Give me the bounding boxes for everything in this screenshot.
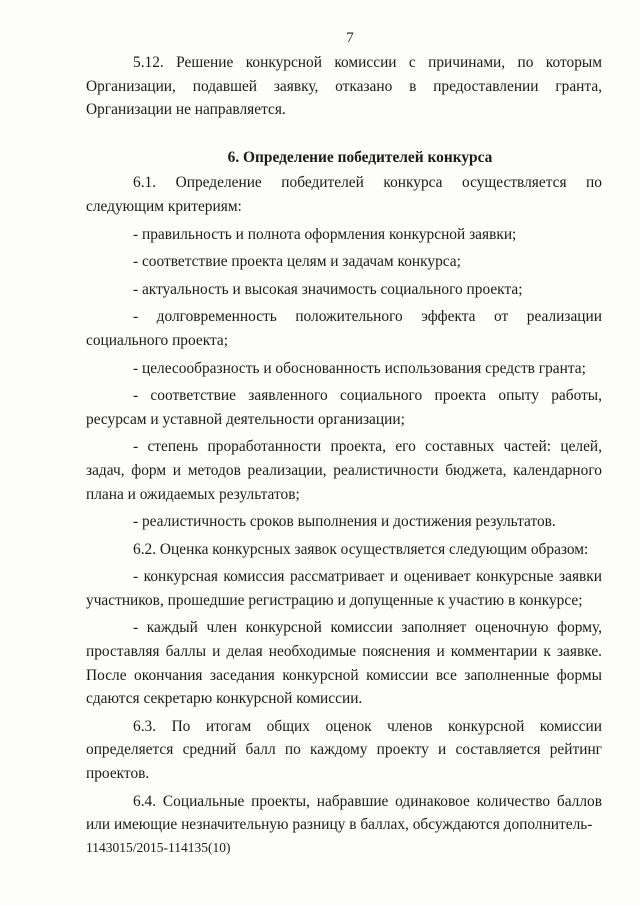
criterion-item: - соответствие заявленного социального проекта опыту работы, ресурсам и уставной деятельности организации; (86, 387, 602, 428)
criterion-item: - соответствие проекта целям и задачам конкурса; (133, 253, 461, 271)
criterion-item: - степень проработанности проекта, его составных частей: целей, задач, форм и методов реализации, реалистичности бюджета, календарного плана и ожидаемых результатов; (86, 438, 602, 503)
paragraph-6-2: 6.2. Оценка конкурсных заявок осуществляется следующим образом: (133, 540, 589, 558)
paragraph-6-3: 6.3. По итогам общих оценок членов конкурсной комиссии определяется средний балл по каждому проекту и составляется рейтинг проектов. (86, 717, 602, 783)
document-body (86, 51, 602, 837)
criterion-item: - актуальность и высокая значимость социального проекта; (133, 280, 523, 298)
paragraph-6-4: 6.4. Социальные проекты, набравшие одинаковое количество баллов или имеющие незначительную разницу в баллах, обсуждаются дополнитель- (86, 792, 602, 834)
paragraph-5-12: 5.12. Решение конкурсной комиссии с причинами, по которым Организации, подавшей заявку, отказано в предоставлении гранта, Организации не направляется. (86, 54, 602, 119)
criterion-item: - реалистичность сроков выполнения и достижения результатов. (133, 513, 556, 531)
criterion-item: - правильность и полнота оформления конкурсной заявки; (133, 225, 517, 243)
document-code-footer: 1143015/2015-114135(10) (86, 840, 231, 855)
criterion-item: - целесообразность и обоснованность использования средств гранта; (133, 359, 586, 377)
criterion-item: - долговременность положительного эффекта от реализации социального проекта; (86, 308, 602, 349)
evaluation-item: - конкурсная комиссия рассматривает и оценивает конкурсные заявки участников, прошедшие регистрацию и допущенные к участию в конкурсе; (86, 568, 602, 609)
section-heading: 6. Определение победителей конкурса (227, 148, 493, 166)
paragraph-6-1: 6.1. Определение победителей конкурса осуществляется по следующим критериям: (86, 174, 602, 215)
page-number: 7 (346, 30, 354, 46)
evaluation-item: - каждый член конкурсной комиссии заполняет оценочную форму, проставляя баллы и делая необходимые пояснения и комментарии к заявке. После окончания заседания конкурсной комиссии все заполненные формы сдаются секретарю конкурсной комиссии. (86, 619, 602, 708)
